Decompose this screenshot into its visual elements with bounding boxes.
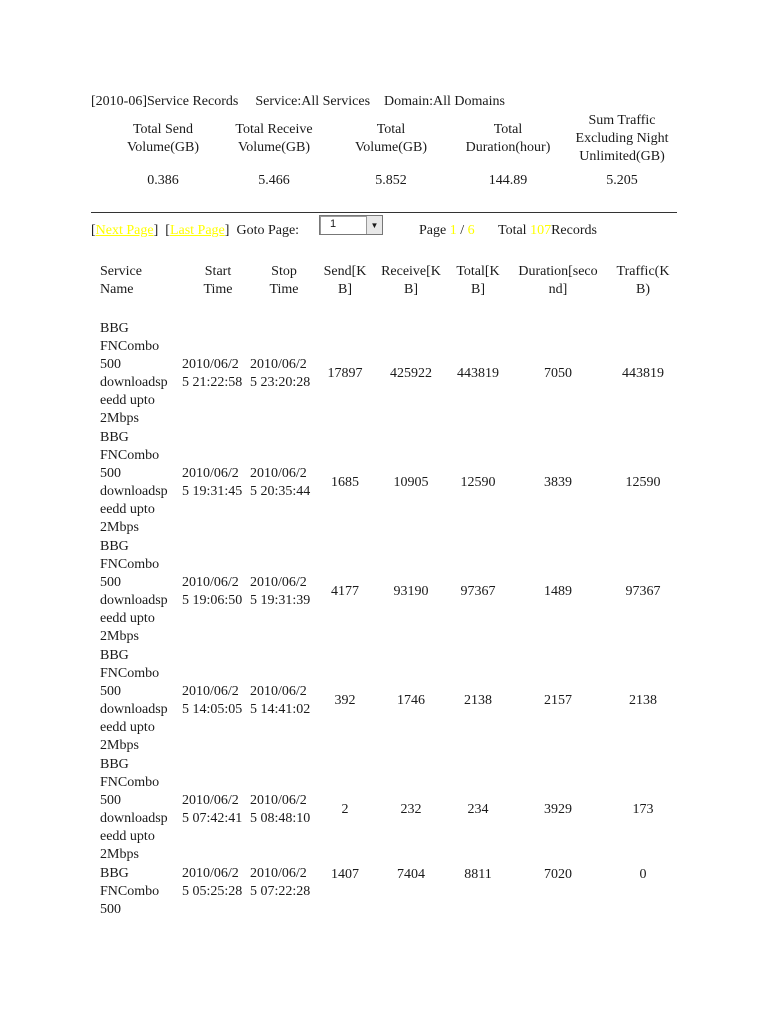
cell-total: 12590 xyxy=(460,475,496,490)
cell-stop: 2010/06/2 5 08:48:10 xyxy=(250,793,311,826)
chevron-down-icon[interactable]: ▼ xyxy=(366,216,382,234)
cell-stop: 2010/06/2 5 23:20:28 xyxy=(250,357,311,390)
cell-start: 2010/06/2 5 21:22:58 xyxy=(182,357,243,390)
cell-duration: 3839 xyxy=(544,475,572,490)
cell-total: 97367 xyxy=(460,584,496,599)
bracket: ] xyxy=(153,223,159,238)
col-header-send: Send[K B] xyxy=(323,264,367,297)
cell-send: 1407 xyxy=(331,867,359,882)
cell-start: 2010/06/2 5 14:05:05 xyxy=(182,684,243,717)
cell-duration: 7020 xyxy=(544,867,572,882)
cell-traffic: 0 xyxy=(639,867,647,882)
summary-header-duration: Total Duration(hour) xyxy=(465,122,551,155)
cell-send: 4177 xyxy=(331,584,359,599)
total-label: Total xyxy=(498,223,527,238)
cell-stop: 2010/06/2 5 14:41:02 xyxy=(250,684,311,717)
service-filter: Service:All Services xyxy=(255,94,371,109)
summary-value-receive: 5.466 xyxy=(258,173,290,188)
total-pages: 6 xyxy=(467,223,475,238)
page-separator: / xyxy=(460,223,465,238)
col-header-traffic: Traffic(K B) xyxy=(616,264,670,297)
cell-start: 2010/06/2 5 07:42:41 xyxy=(182,793,243,826)
summary-header-send: Total Send Volume(GB) xyxy=(126,122,200,155)
cell-total: 443819 xyxy=(457,366,499,381)
cell-duration: 7050 xyxy=(544,366,572,381)
col-header-service: Service Name xyxy=(100,264,142,297)
current-page: 1 xyxy=(449,223,457,238)
domain-filter: Domain:All Domains xyxy=(384,94,505,109)
cell-traffic: 12590 xyxy=(625,475,661,490)
cell-send: 1685 xyxy=(331,475,359,490)
col-header-start: Start Time xyxy=(203,264,233,297)
cell-stop: 2010/06/2 5 07:22:28 xyxy=(250,866,311,899)
cell-receive: 232 xyxy=(400,802,422,817)
goto-page-label: Goto Page: xyxy=(236,223,300,238)
cell-send: 392 xyxy=(334,693,356,708)
summary-value-total: 5.852 xyxy=(375,173,407,188)
summary-value-traffic: 5.205 xyxy=(606,173,638,188)
col-header-stop: Stop Time xyxy=(269,264,299,297)
cell-start: 2010/06/2 5 19:31:45 xyxy=(182,466,243,499)
cell-total: 8811 xyxy=(464,867,492,882)
bracket: [ xyxy=(91,223,96,238)
bracket: [ xyxy=(165,223,170,238)
last-page-link[interactable]: Last Page xyxy=(169,223,225,238)
cell-total: 2138 xyxy=(464,693,492,708)
cell-receive: 425922 xyxy=(390,366,432,381)
goto-page-value: 1 xyxy=(330,218,337,230)
cell-service: BBG FNCombo 500 downloadsp eedd upto 2Mbps xyxy=(100,648,168,753)
cell-traffic: 443819 xyxy=(622,366,664,381)
report-header xyxy=(91,94,505,110)
cell-service: BBG FNCombo 500 downloadsp eedd upto 2Mbps xyxy=(100,757,168,862)
cell-traffic: 2138 xyxy=(629,693,657,708)
page-label: Page xyxy=(419,223,447,238)
divider xyxy=(91,212,677,213)
cell-start: 2010/06/2 5 05:25:28 xyxy=(182,866,243,899)
cell-start: 2010/06/2 5 19:06:50 xyxy=(182,575,243,608)
cell-traffic: 97367 xyxy=(625,584,661,599)
summary-value-duration: 144.89 xyxy=(488,173,528,188)
cell-total: 234 xyxy=(467,802,489,817)
goto-page-select[interactable] xyxy=(319,215,383,235)
cell-receive: 93190 xyxy=(393,584,429,599)
cell-stop: 2010/06/2 5 19:31:39 xyxy=(250,575,311,608)
col-header-total: Total[K B] xyxy=(456,264,500,297)
cell-duration: 1489 xyxy=(544,584,572,599)
cell-service: BBG FNCombo 500 downloadsp eedd upto 2Mbps xyxy=(100,430,168,535)
cell-duration: 2157 xyxy=(544,693,572,708)
cell-traffic: 173 xyxy=(632,802,654,817)
records-label: Records xyxy=(551,223,597,238)
cell-receive: 7404 xyxy=(397,867,425,882)
page-indicator xyxy=(419,223,475,239)
cell-stop: 2010/06/2 5 20:35:44 xyxy=(250,466,311,499)
report-title: [2010-06]Service Records xyxy=(91,94,239,109)
cell-service: BBG FNCombo 500 downloadsp eedd upto 2Mbps xyxy=(100,321,168,426)
summary-header-traffic: Sum Traffic Excluding Night Unlimited(GB) xyxy=(575,113,669,164)
summary-header-receive: Total Receive Volume(GB) xyxy=(235,122,313,155)
summary-header-total: Total Volume(GB) xyxy=(354,122,428,155)
cell-service: BBG FNCombo 500 downloadsp eedd upto 2Mbps xyxy=(100,539,168,644)
cell-send: 17897 xyxy=(327,366,363,381)
summary-value-send: 0.386 xyxy=(147,173,179,188)
cell-send: 2 xyxy=(341,802,349,817)
pager-links xyxy=(91,223,299,239)
next-page-link[interactable]: Next Page xyxy=(95,223,154,238)
record-count xyxy=(498,223,597,239)
cell-receive: 10905 xyxy=(393,475,429,490)
col-header-duration: Duration[seco nd] xyxy=(518,264,598,297)
cell-receive: 1746 xyxy=(397,693,425,708)
cell-duration: 3929 xyxy=(544,802,572,817)
total-records: 107 xyxy=(530,223,552,238)
bracket: ] xyxy=(224,223,230,238)
col-header-receive: Receive[K B] xyxy=(381,264,441,297)
cell-service: BBG FNCombo 500 xyxy=(100,866,160,917)
